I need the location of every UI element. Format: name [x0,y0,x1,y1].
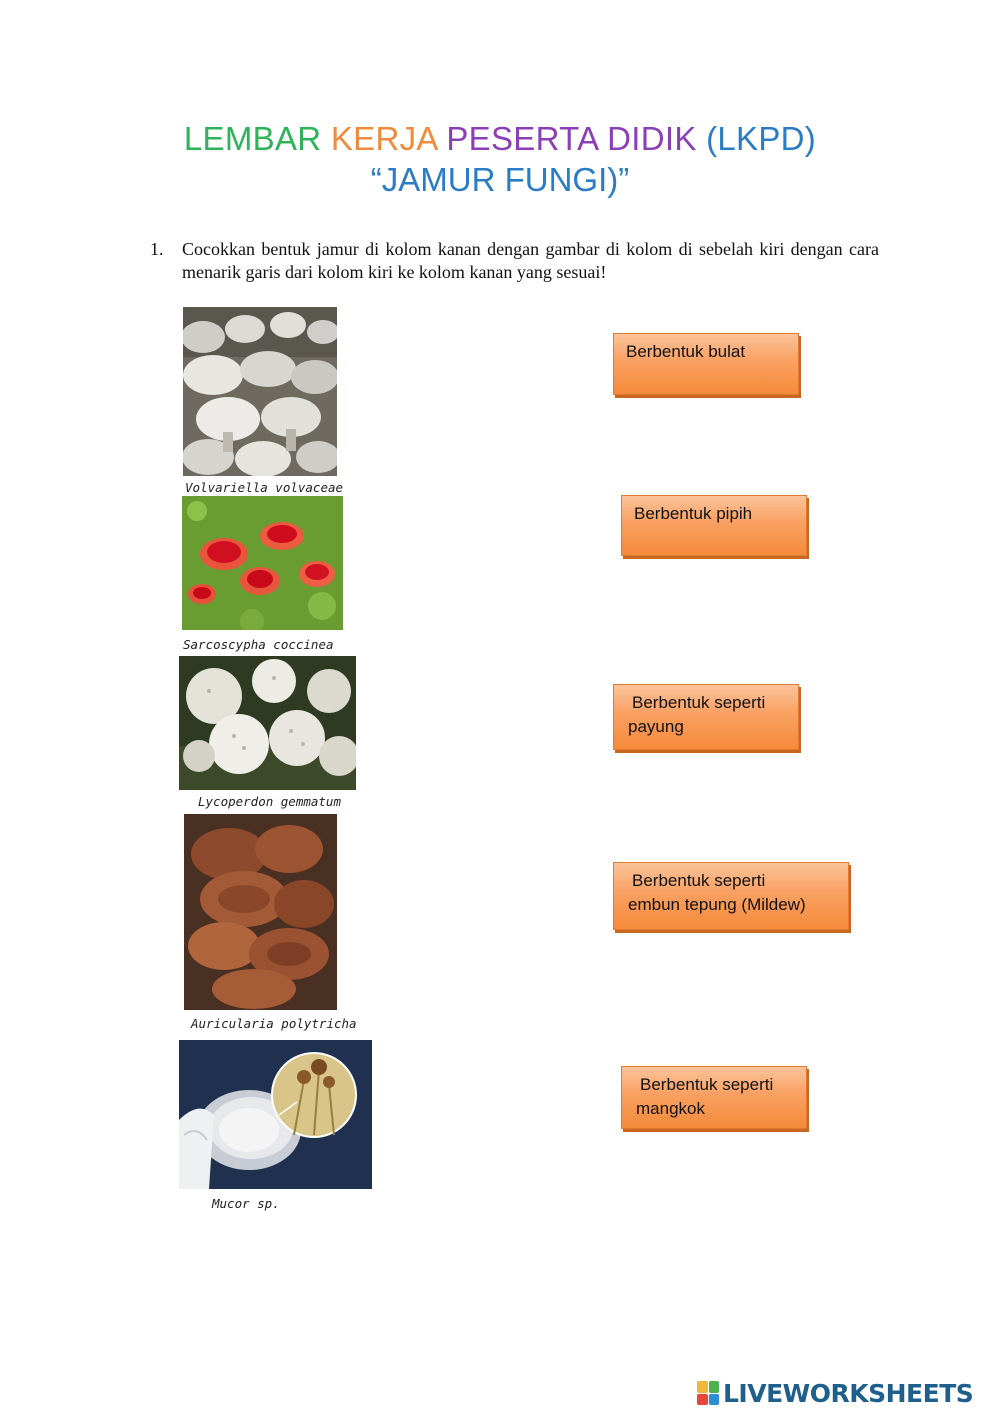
wood-ear-fungus-photo [184,814,337,1010]
instruction-text: Cocokkan bentuk jamur di kolom kanan dengan gambar di kolom di sebelah kiri dengan cara menarik garis dari kolom kiri ke kolom kanan yang sesuai! [182,239,879,282]
caption-volvariella: Volvariella volvaceae [185,480,344,495]
title-part-lembar: LEMBAR [183,120,331,157]
title-part-lkpd: (LKPD) [706,120,817,157]
title-part-peserta-didik: PESERTA DIDIK [446,120,707,157]
page-subtitle: “JAMUR FUNGI)” [370,161,630,198]
answer-text-line1: Berbentuk seperti [640,1075,774,1094]
answer-box-mangkok[interactable] [621,1066,807,1129]
caption-sarcoscypha: Sarcoscypha coccinea [183,637,334,652]
answer-text-line1: Berbentuk seperti [632,871,766,890]
liveworksheets-logo-icon [697,1381,719,1405]
answer-box-payung[interactable] [613,684,799,750]
liveworksheets-brand [697,1378,973,1408]
red-cup-fungi-photo [182,496,343,630]
answer-text-line2: payung [628,717,684,736]
mucor-petri-dish-photo [179,1040,372,1189]
caption-auricularia: Auricularia polytricha [191,1016,357,1031]
caption-lycoperdon: Lycoperdon gemmatum [198,794,341,809]
answer-text-line2: mangkok [636,1099,705,1118]
answer-text-line1: Berbentuk pipih [634,504,753,523]
puffball-photo [179,656,356,790]
answer-text-line2: embun tepung (Mildew) [628,895,806,914]
answer-box-mildew[interactable] [613,862,849,930]
answer-box-bulat[interactable] [613,333,799,395]
answer-text-line1: Berbentuk bulat [626,342,746,361]
title-part-kerja: KERJA [330,120,447,157]
caption-mucor: Mucor sp. [212,1196,280,1211]
instruction-number: 1. [150,239,164,259]
answer-box-pipih[interactable] [621,495,807,556]
page-title [0,120,1000,158]
answer-text-line1: Berbentuk seperti [632,693,766,712]
brand-name: LIVEWORKSHEETS [723,1378,974,1408]
white-button-mushrooms-photo [183,307,337,476]
